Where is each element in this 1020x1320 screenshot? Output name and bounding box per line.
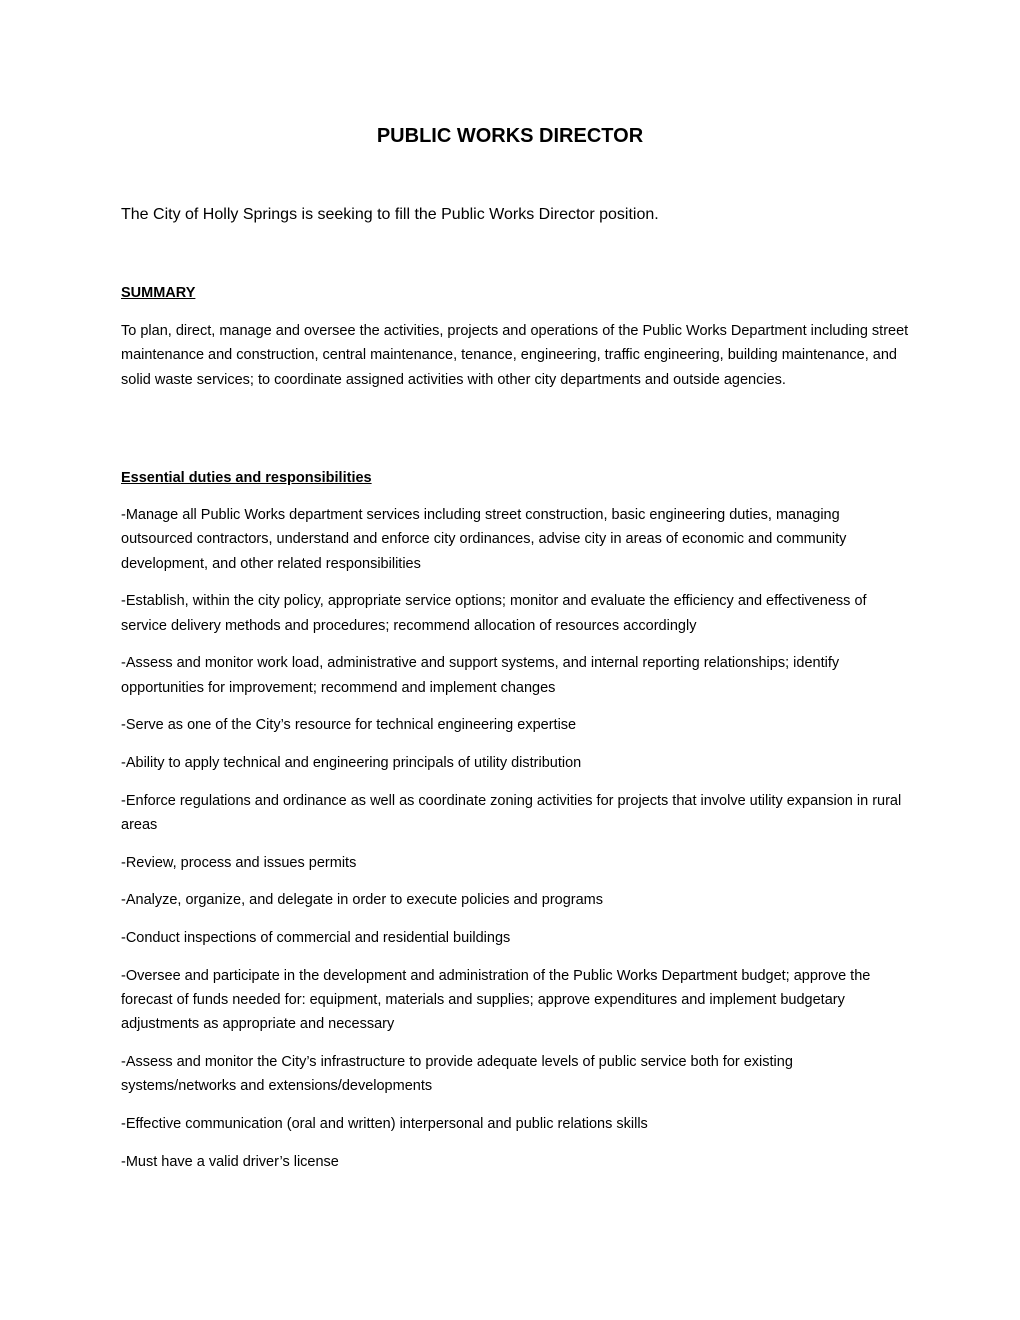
duty-item: -Assess and monitor the City’s infrastructure to provide adequate levels of public service both for existing systems/networks and extensions/developments [121,1053,793,1095]
duty-item: -Conduct inspections of commercial and residential buildings [121,929,511,946]
duty-item: -Enforce regulations and ordinance as well as coordinate zoning activities for projects that involve utility expansion in rural areas [121,792,902,833]
summary-paragraph: To plan, direct, manage and oversee the activities, projects and operations of the Public Works Department including street maintenance and construction, central maintenance, tenance, engineering, traffic engineering, building maintenance, and solid waste services; to coordinate assigned activities with other city departments and outside agencies. [121,323,909,388]
duty-item: -Serve as one of the City’s resource for technical engineering expertise [121,717,577,734]
duty-item: -Review, process and issues permits [121,854,357,871]
duty-item: -Oversee and participate in the development and administration of the Public Works Department budget; approve the forecast of funds needed for: equipment, materials and supplies; approve expenditures and implement budgetary adjustments as appropriate and necessary [121,967,871,1033]
duty-item: -Analyze, organize, and delegate in order to execute policies and programs [121,892,604,909]
duty-item: -Effective communication (oral and written) interpersonal and public relations skills [121,1115,648,1132]
duty-item: -Manage all Public Works department services including street construction, basic engineering duties, managing outsourced contractors, understand and enforce city ordinances, advise city in areas of economic and community development, and other related responsibilities [121,507,847,572]
duties-list [121,503,911,1187]
duty-item: -Assess and monitor work load, administrative and support systems, and internal reporting relationships; identify opportunities for improvement; recommend and implement changes [121,655,840,696]
summary-heading: SUMMARY [121,285,196,301]
duty-item: -Must have a valid driver’s license [121,1153,339,1170]
duty-item: -Establish, within the city policy, appropriate service options; monitor and evaluate the efficiency and effectiveness of service delivery methods and procedures; recommend allocation of resources accordingly [121,593,867,634]
duty-item: -Ability to apply technical and engineering principals of utility distribution [121,754,582,771]
page-title: PUBLIC WORKS DIRECTOR [376,125,644,147]
intro-paragraph: The City of Holly Springs is seeking to fill the Public Works Director position. [121,206,659,223]
duties-heading: Essential duties and responsibilities [121,470,372,486]
